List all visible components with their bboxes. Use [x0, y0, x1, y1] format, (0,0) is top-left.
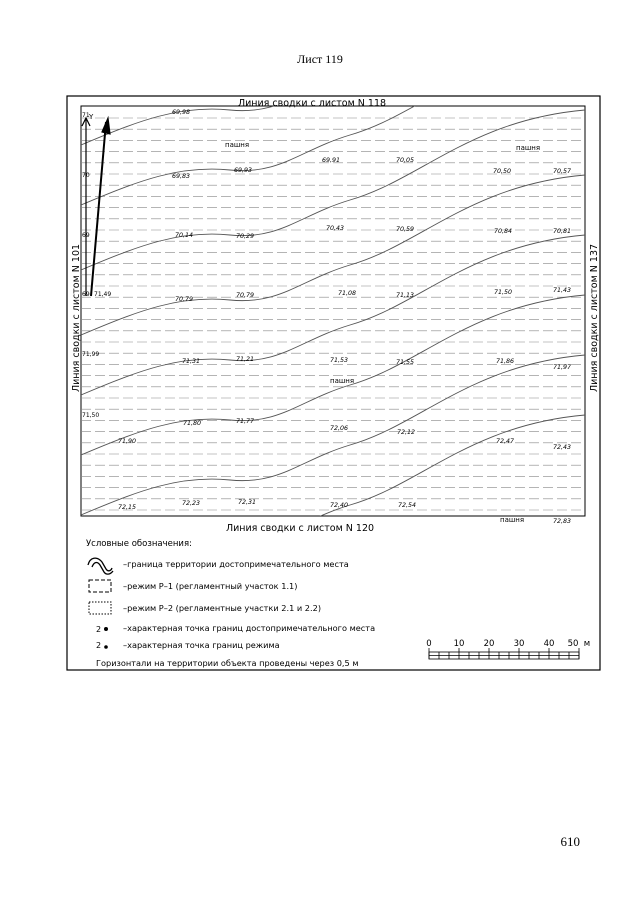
elevation-mark: 71,13	[396, 292, 415, 299]
adjacent-sheet-left: Линия сводки с листом N 101	[71, 243, 82, 393]
elevation-mark: 70,84	[494, 228, 513, 235]
adjacent-sheet-top: Линия сводки с листом N 118	[237, 98, 387, 109]
elevation-mark: 71,55	[396, 359, 415, 366]
legend-item-text: –характерная точка границ достопримечательного места	[123, 623, 376, 633]
elevation-marks	[118, 109, 571, 525]
left-edge-value: 71,50	[82, 412, 100, 419]
elevation-mark: 70,05	[396, 157, 415, 164]
legend-item-text: –граница территории достопримечательного места	[123, 559, 349, 569]
scale-label: 30	[513, 639, 525, 649]
contour-lines	[81, 0, 585, 575]
contour-line	[81, 45, 585, 205]
elevation-mark: 71,77	[236, 418, 255, 425]
land-use-labels	[225, 141, 540, 524]
elevation-mark: 72,12	[397, 429, 416, 436]
north-arrow	[82, 118, 110, 296]
scale-label: 10	[453, 639, 465, 649]
elevation-mark: 70,43	[326, 225, 345, 232]
scale-unit: м	[583, 639, 591, 649]
elevation-mark: 69,83	[172, 173, 191, 180]
land-label: пашня	[225, 141, 250, 149]
land-label: пашня	[516, 144, 541, 152]
left-edge-value: 71,49	[94, 291, 112, 298]
elevation-mark: 72,15	[118, 504, 137, 511]
scale-label: 0	[426, 639, 432, 649]
elevation-mark: 72,43	[553, 444, 572, 451]
elevation-mark: 71,86	[496, 358, 515, 365]
legend-item-text: –режим Р–1 (регламентный участок 1.1)	[123, 581, 298, 591]
contour-note: Горизонтали на территории объекта проведены через 0,5 м	[96, 658, 359, 668]
elevation-mark: 69,98	[172, 109, 191, 116]
left-edge-value: 70	[82, 172, 90, 179]
legend-item-text: –режим Р–2 (регламентные участки 2.1 и 2.2)	[123, 603, 322, 613]
point-mode-dot	[104, 645, 108, 649]
elevation-mark: 71,50	[494, 289, 513, 296]
elevation-mark: 70,79	[175, 296, 194, 303]
elevation-mark: 72,47	[496, 438, 515, 445]
point-dpm-dot	[104, 627, 108, 631]
elevation-mark: 71,80	[183, 420, 202, 427]
boundary-symbol	[88, 558, 113, 574]
contour-line	[81, 0, 585, 145]
land-label: пашня	[500, 516, 525, 524]
elevation-mark: 71,97	[553, 364, 572, 371]
elevation-mark: 71,53	[330, 357, 349, 364]
page-number: 610	[560, 834, 580, 849]
elevation-mark: 71,08	[338, 290, 357, 297]
scale-label: 50	[567, 639, 579, 649]
elevation-mark: 69,91	[322, 157, 341, 164]
elevation-mark: 72,31	[238, 499, 257, 506]
elevation-mark: 70,57	[553, 168, 572, 175]
mode-1-symbol	[89, 580, 111, 592]
scale-label: 40	[543, 639, 555, 649]
point-mode-number: 2	[96, 641, 102, 650]
land-label: пашня	[330, 377, 355, 385]
elevation-mark: 72,06	[330, 425, 349, 432]
left-edge-value: 71	[82, 112, 90, 119]
elevation-mark: 69,93	[234, 167, 253, 174]
elevation-mark: 70,14	[175, 232, 194, 239]
elevation-mark: 72,83	[553, 518, 572, 525]
elevation-mark: 70,79	[236, 292, 255, 299]
elevation-mark: 72,23	[182, 500, 201, 507]
elevation-mark: 70,29	[236, 233, 255, 240]
legend-texts	[123, 559, 375, 650]
contour-line	[81, 110, 585, 270]
left-edge-value: 69	[82, 291, 90, 298]
elevation-mark: 70,81	[553, 228, 572, 235]
adjacent-sheet-bottom: Линия сводки с листом N 120	[225, 523, 375, 534]
mode-2-symbol	[89, 602, 111, 614]
scale-labels	[426, 639, 590, 649]
scale-label: 20	[483, 639, 495, 649]
point-dpm-number: 2	[96, 625, 102, 634]
elevation-mark: 72,54	[398, 502, 417, 509]
elevation-mark: 71,21	[236, 356, 255, 363]
elevation-mark: 72,40	[330, 502, 349, 509]
elevation-mark: 71,43	[553, 287, 572, 294]
adjacent-sheet-right: Линия сводки с листом N 137	[589, 243, 600, 393]
elevation-mark: 70,59	[396, 226, 415, 233]
legend-title: Условные обозначения:	[86, 539, 192, 549]
elevation-mark: 71,90	[118, 438, 137, 445]
elevation-mark: 71,31	[182, 358, 201, 365]
elevation-mark: 70,50	[493, 168, 512, 175]
left-edge-value: 69	[82, 232, 90, 239]
left-edge-value: 71,99	[82, 351, 100, 358]
legend-item-text: –характерная точка границ режима	[123, 640, 280, 650]
sheet-title: Лист 119	[297, 52, 343, 66]
north-arrow-label: Y	[89, 113, 94, 121]
scale-bar	[429, 648, 579, 659]
